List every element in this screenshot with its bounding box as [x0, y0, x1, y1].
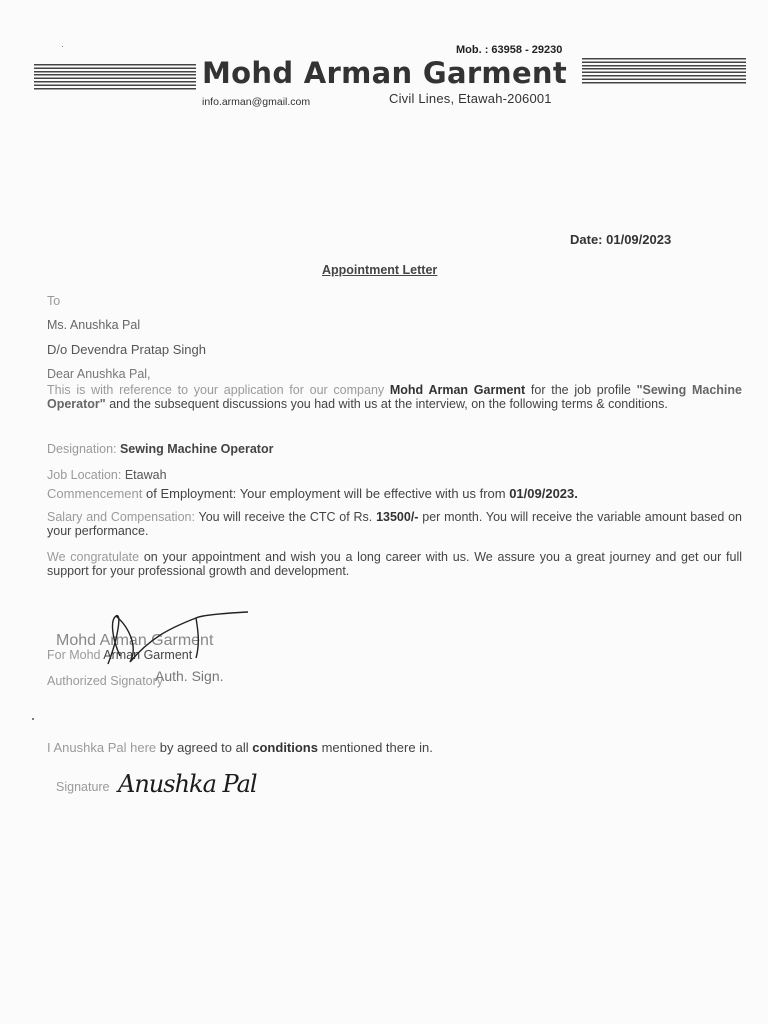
letterhead-rule-left: [34, 64, 196, 90]
agreement-text: by agreed to all: [159, 740, 253, 755]
father-line: D/o Devendra Pratap Singh: [47, 342, 206, 357]
agreement-faint: I Anushka Pal here: [47, 740, 160, 755]
closing-text: on your appointment and wish you a long career with us. We assure you a great journey and get our full support for your professional growth and development.: [47, 550, 742, 578]
job-location-line: [47, 468, 167, 482]
commencement-label-strong: of Employment:: [145, 486, 237, 501]
company-signature: [100, 608, 250, 668]
closing-faint: We congratulate: [47, 550, 140, 564]
intro-company: Mohd Arman Garment: [389, 383, 526, 397]
letterhead-email: info.arman@gmail.com: [202, 96, 311, 108]
authorized-signatory: Authorized Signatory: [47, 674, 164, 688]
letterhead-address: Civil Lines, Etawah-206001: [389, 91, 552, 106]
scan-speck: [62, 46, 63, 47]
letterhead-rule-right: [582, 58, 746, 84]
designation-line: [47, 442, 273, 456]
job-location-value: Etawah: [124, 468, 167, 482]
to-label: To: [47, 294, 61, 308]
intro-suffix: and the subsequent discussions you had with us at the interview, on the following terms & conditions.: [105, 397, 668, 411]
closing-paragraph: [47, 550, 742, 578]
letter-title: Appointment Letter: [322, 263, 438, 277]
designation-label: Designation:: [47, 442, 120, 456]
letterhead-mobile: Mob. : 63958 - 29230: [456, 44, 563, 56]
agreement-rest: mentioned there in.: [317, 740, 433, 755]
stamp-auth-sign: Auth. Sign.: [155, 668, 224, 684]
salary-text-2: per month. You will receive the variable amount based on your performance.: [47, 510, 743, 538]
intro-paragraph: [47, 383, 742, 411]
salary-amount: 13500/-: [376, 510, 419, 524]
for-company-faint: For Mohd: [47, 648, 104, 662]
commencement-date: 01/09/2023.: [509, 486, 578, 501]
recipient-name: Ms. Anushka Pal: [47, 318, 141, 332]
intro-role: "Sewing Machine Operator": [47, 383, 742, 411]
salary-text-1: You will receive the CTC of Rs.: [194, 510, 377, 524]
designation-value: Sewing Machine Operator: [119, 442, 274, 456]
salary-paragraph: [47, 510, 742, 538]
agreement-strong: conditions: [252, 740, 318, 755]
job-location-label: Job Location:: [47, 468, 125, 482]
letterhead-company-name: Mohd Arman Garment: [202, 56, 568, 90]
agreement-line: [47, 740, 433, 755]
salutation: Dear Anushka Pal,: [47, 367, 151, 381]
letter-date: Date: 01/09/2023: [570, 232, 672, 247]
for-company-name: Arman Garment: [103, 648, 193, 662]
commencement-label-faint: Commencement: [47, 486, 146, 501]
intro-middle: for the job profile: [525, 383, 637, 397]
stamp-company: Mohd Arman Garment: [56, 632, 214, 649]
scan-speck: [32, 718, 34, 720]
commencement-text: Your employment will be effective with us from: [236, 486, 510, 501]
signature-label: Signature: [56, 780, 110, 794]
salary-label: Salary and Compensation:: [47, 510, 195, 524]
intro-prefix: This is with reference to your application for our company: [47, 383, 390, 397]
commencement-line: [47, 486, 578, 501]
handwritten-signature: Anushka Pal: [118, 770, 257, 798]
